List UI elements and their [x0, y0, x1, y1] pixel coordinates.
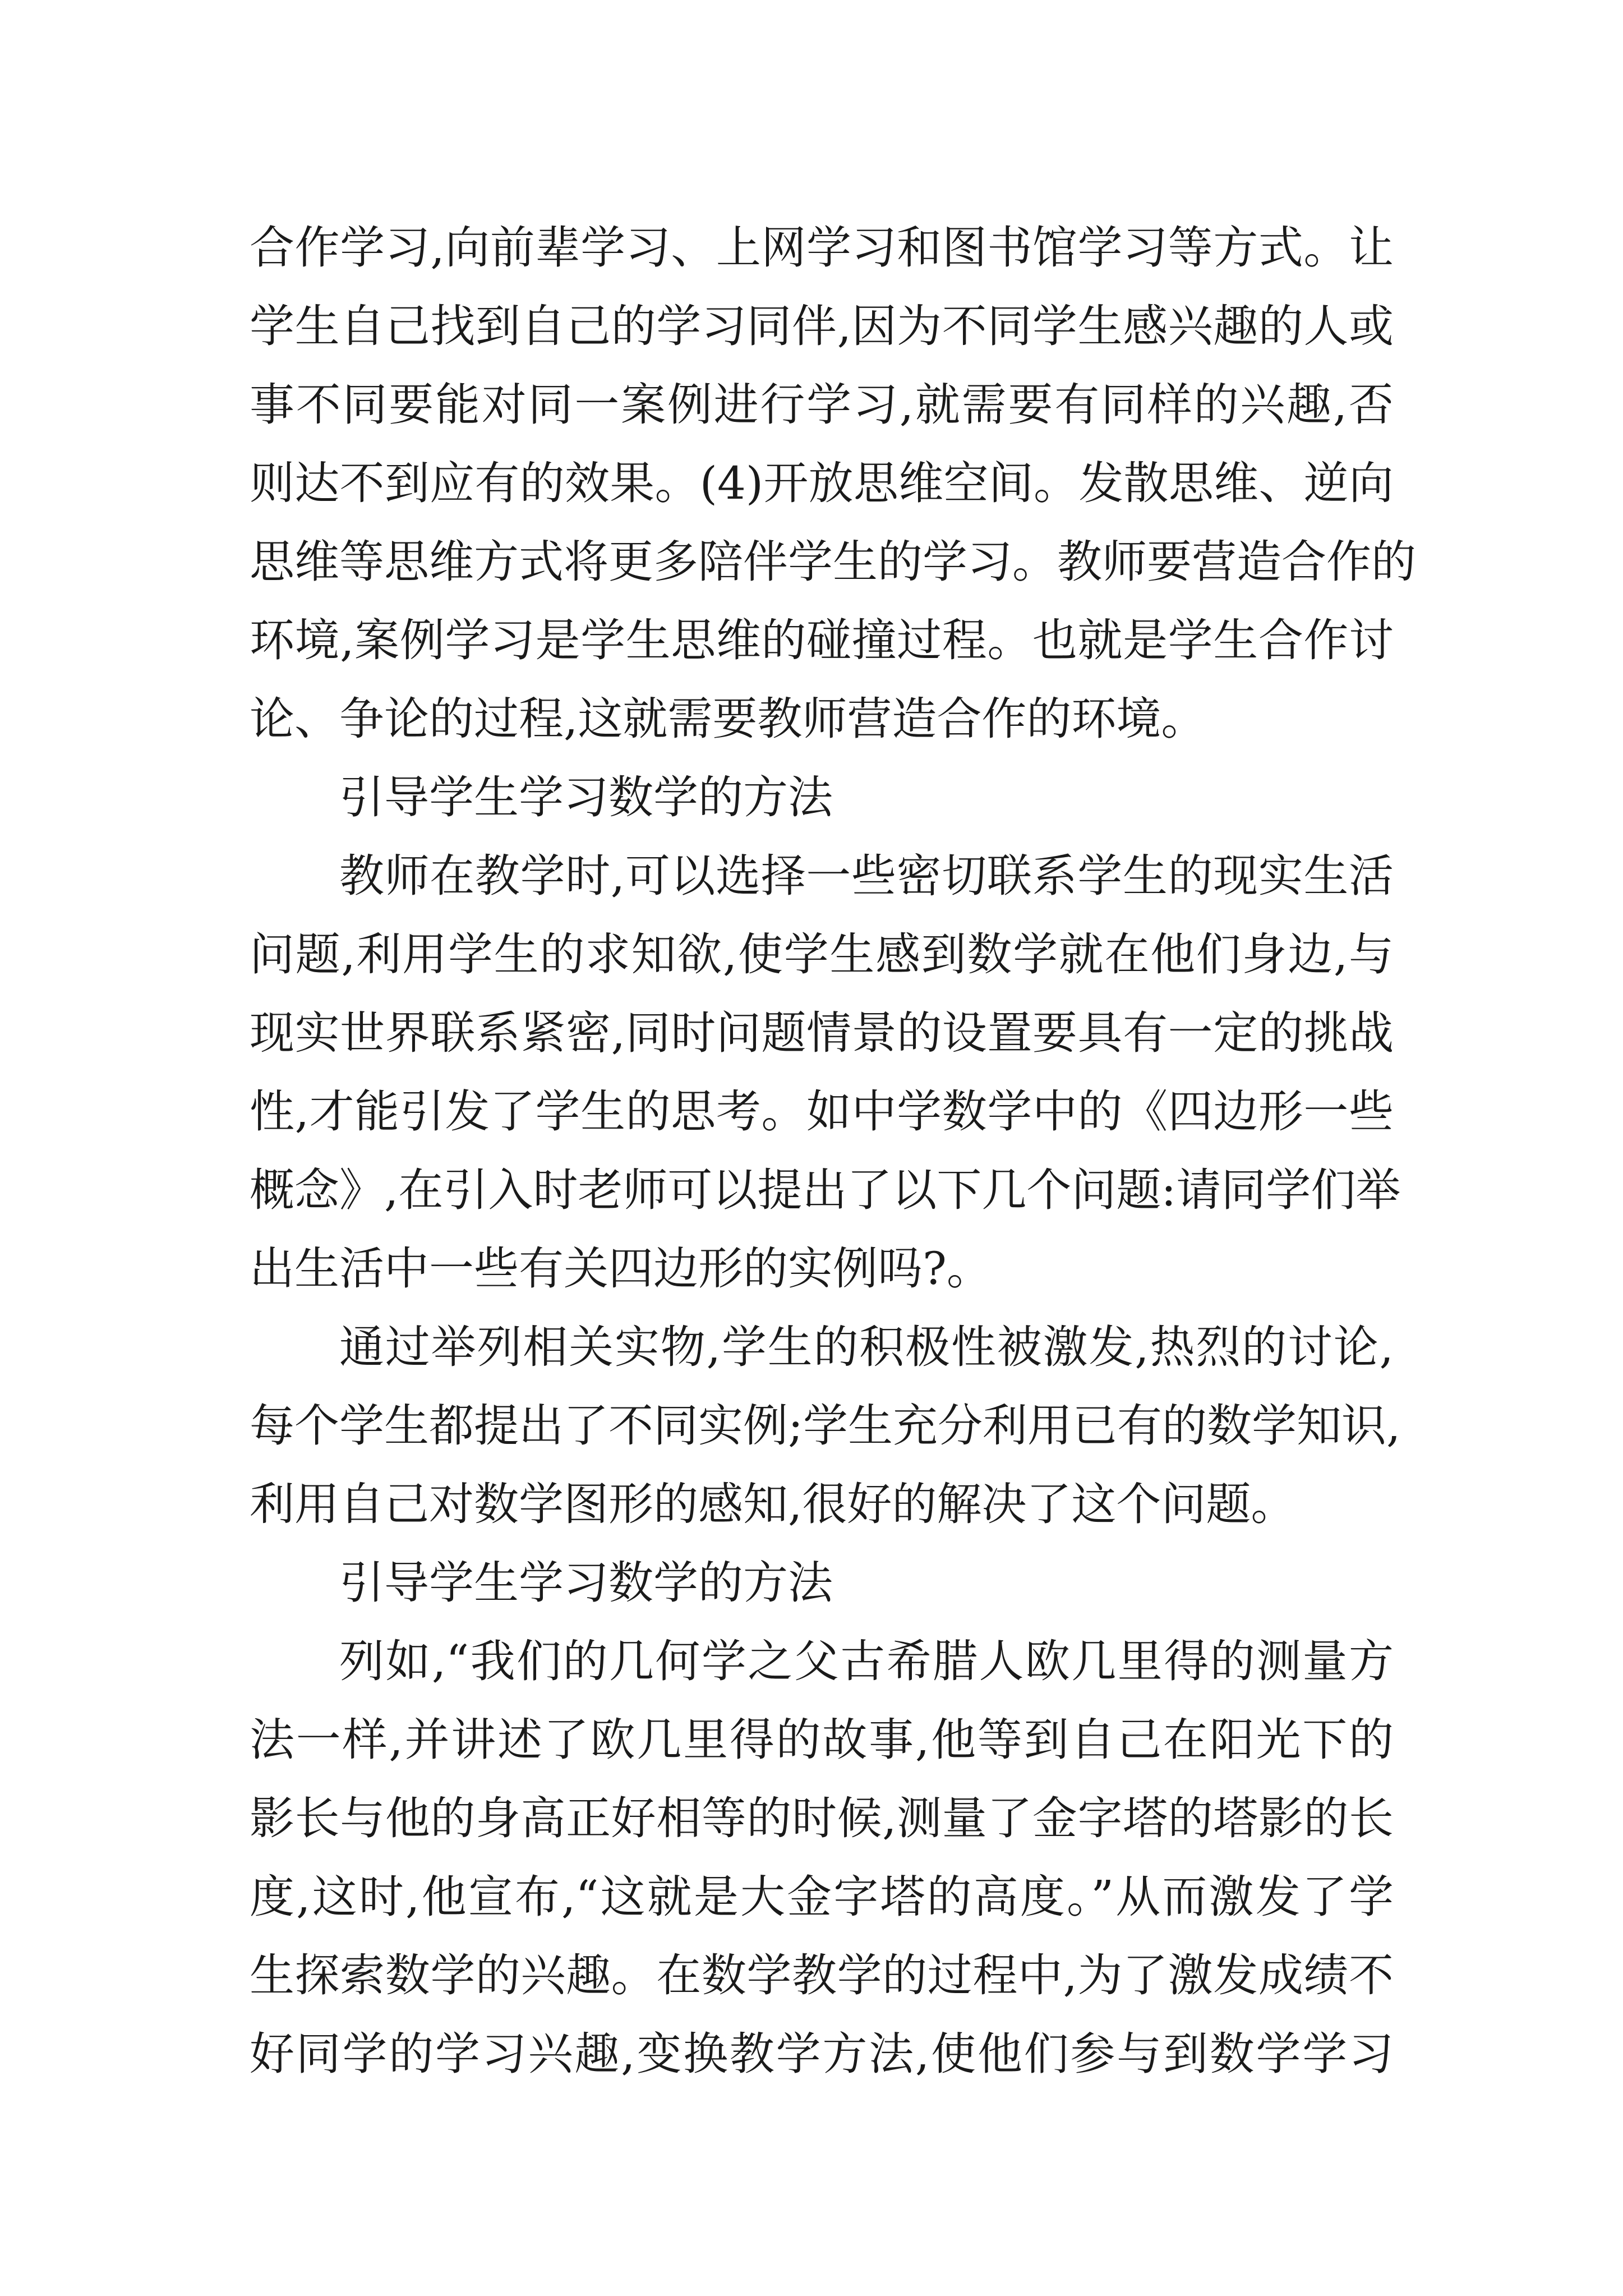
- text-line: 影长与他的身高正好相等的时候,测量了金字塔的塔影的长: [250, 1792, 1394, 1844]
- text-line: 教师在教学时,可以选择一些密切联系学生的现实生活: [339, 850, 1394, 902]
- text-line: 利用自己对数学图形的感知,很好的解决了这个问题。: [250, 1478, 1296, 1530]
- text-line: 事不同要能对同一案例进行学习,就需要有同样的兴趣,否: [250, 379, 1394, 431]
- text-line: 思维等思维方式将更多陪伴学生的学习。教师要营造合作的: [250, 536, 1416, 588]
- body-text: [250, 209, 1416, 2093]
- text-line: 环境,案例学习是学生思维的碰撞过程。也就是学生合作讨: [250, 614, 1394, 666]
- text-line: 好同学的学习兴趣,变换教学方法,使他们参与到数学学习: [250, 2028, 1394, 2080]
- text-line: 列如,“我们的几何学之父古希腊人欧几里得的测量方: [339, 1635, 1394, 1687]
- text-line: 通过举列相关实物,学生的积极性被激发,热烈的讨论,: [339, 1321, 1394, 1373]
- text-line: 生探索数学的兴趣。在数学教学的过程中,为了激发成绩不: [250, 1949, 1394, 2001]
- text-line: 度,这时,他宣布,“这就是大金字塔的高度。”从而激发了学: [250, 1871, 1394, 1923]
- text-line: 法一样,并讲述了欧几里得的故事,他等到自己在阳光下的: [250, 1714, 1394, 1766]
- text-line: 合作学习,向前辈学习、上网学习和图书馆学习等方式。让: [250, 222, 1394, 274]
- text-line: 性,才能引发了学生的思考。如中学数学中的《四边形一些: [250, 1085, 1394, 1138]
- section-heading: 引导学生学习数学的方法: [339, 771, 833, 823]
- text-line: 问题,利用学生的求知欲,使学生感到数学就在他们身边,与: [250, 928, 1394, 981]
- text-line: 论、争论的过程,这就需要教师营造合作的环境。: [250, 693, 1206, 745]
- text-line: 学生自己找到自己的学习同伴,因为不同学生感兴趣的人或: [250, 300, 1394, 352]
- text-line: 概念》,在引入时老师可以提出了以下几个问题:请同学们举: [250, 1164, 1401, 1216]
- text-line: 则达不到应有的效果。(4)开放思维空间。发散思维、逆向: [250, 457, 1394, 509]
- text-line: 现实世界联系紧密,同时问题情景的设置要具有一定的挑战: [250, 1007, 1394, 1059]
- section-heading: 引导学生学习数学的方法: [339, 1557, 833, 1609]
- text-line: 每个学生都提出了不同实例;学生充分利用已有的数学知识,: [250, 1400, 1401, 1452]
- text-line: 出生活中一些有关四边形的实例吗?。: [250, 1243, 992, 1295]
